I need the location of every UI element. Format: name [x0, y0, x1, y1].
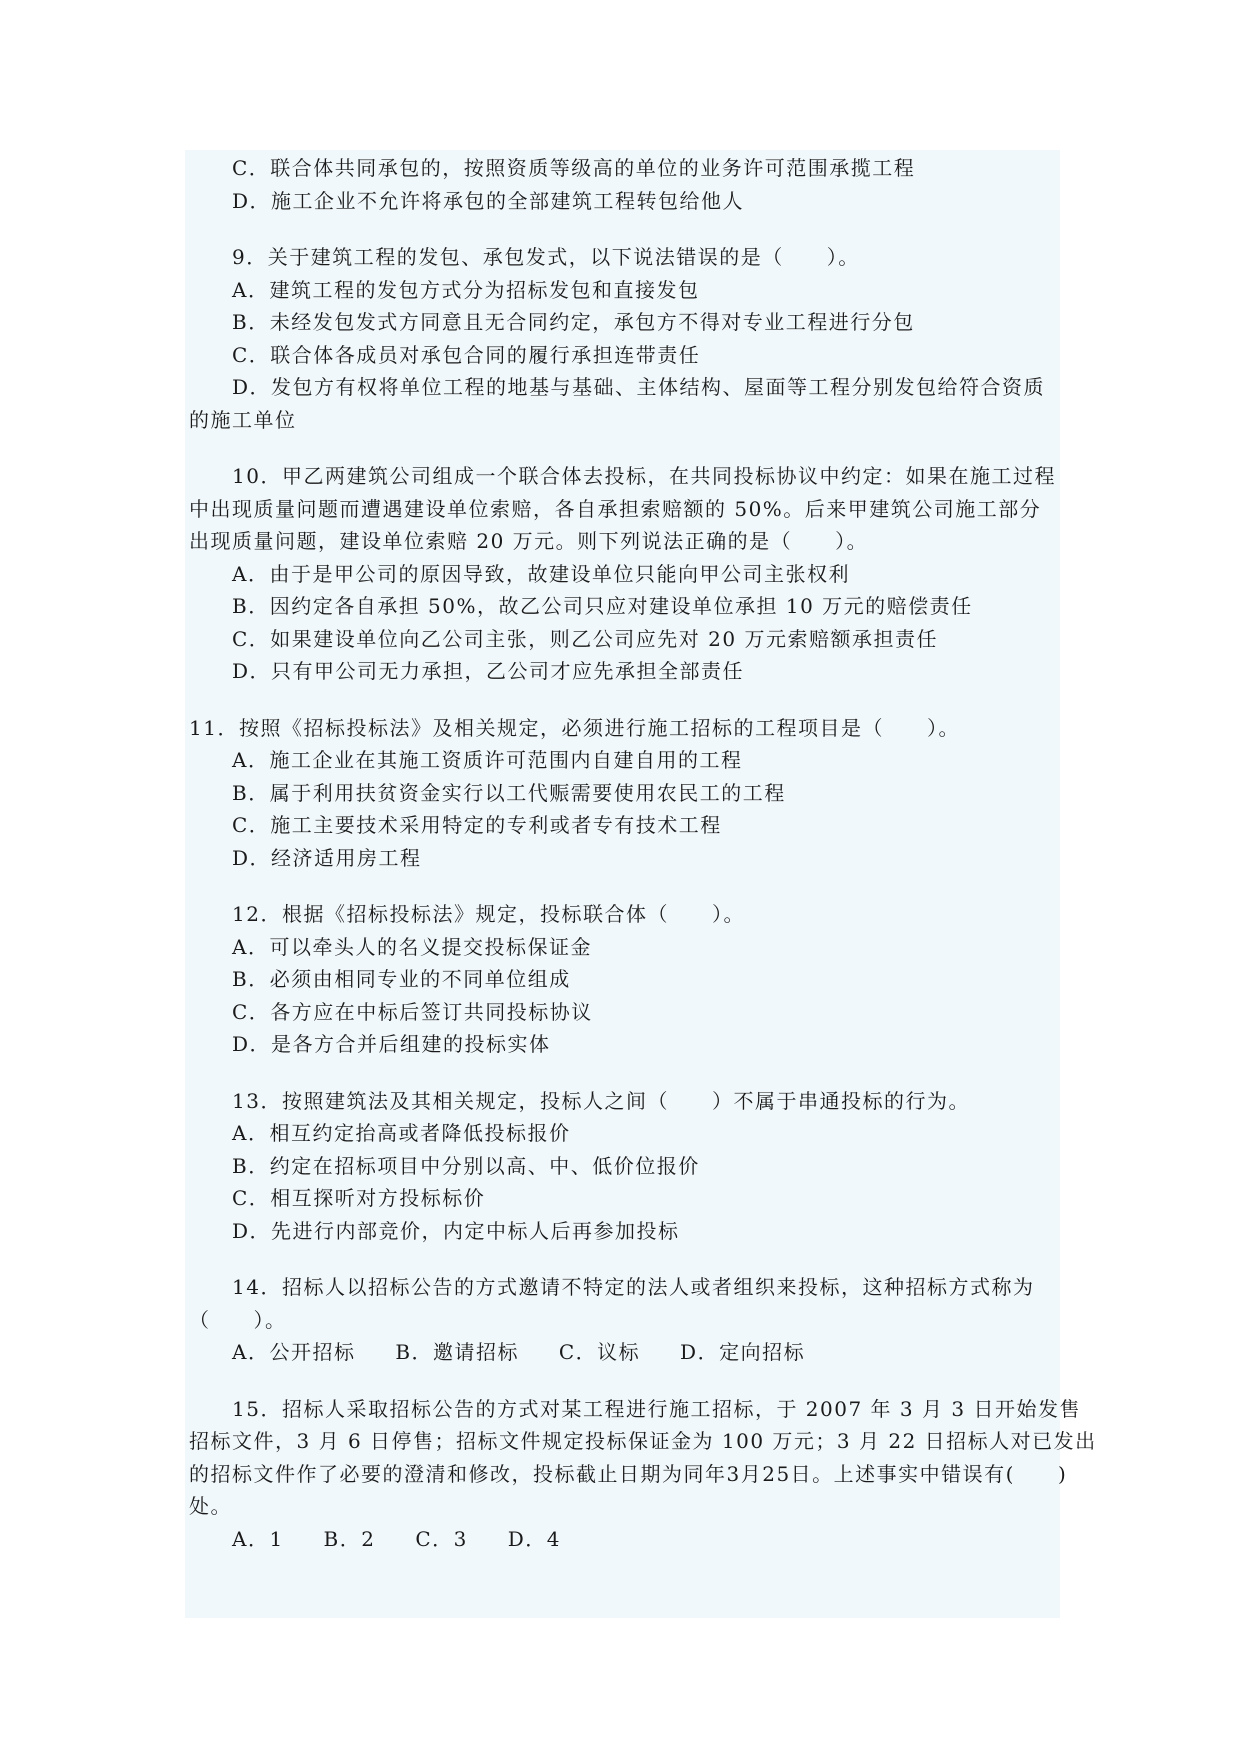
q15-stem-line4: 处。 [189, 1494, 232, 1518]
q15-stem: 15．招标人采取招标公告的方式对某工程进行施工招标，于 2007 年 3 月 3 日开始发售 [232, 1396, 1081, 1421]
q9-option-d: D．发包方有权将单位工程的地基与基础、主体结构、屋面等工程分别发包给符合资质 [232, 375, 1046, 399]
spacer [189, 874, 1053, 898]
q9-option-b: B．未经发包发式方同意且无合同约定，承包方不得对专业工程进行分包 [232, 310, 915, 334]
q13-option-b: B．约定在招标项目中分别以高、中、低价位报价 [232, 1153, 700, 1178]
q8-option-c: C．联合体共同承包的，按照资质等级高的单位的业务许可范围承揽工程 [232, 156, 916, 180]
q14-option-c: C．议标 [558, 1340, 641, 1364]
q15-stem-line3: 的招标文件作了必要的澄清和修改，投标截止日期为同年3月25日。上述事实中错误有( ) [189, 1461, 1068, 1486]
q10-stem-line2: 中出现质量问题而遭遇建设单位索赔，各自承担索赔额的 50%。后来甲建筑公司施工部分 [189, 496, 1042, 521]
q11-option-c: C．施工主要技术采用特定的专利或者专有技术工程 [232, 813, 722, 837]
q11-option-d: D．经济适用房工程 [232, 845, 422, 870]
q10-option-c: C．如果建设单位向乙公司主张，则乙公司应先对 20 万元索赔额承担责任 [232, 626, 938, 651]
q10-option-b: B．因约定各自承担 50%，故乙公司只应对建设单位承担 10 万元的赔偿责任 [232, 594, 973, 618]
question-document [189, 152, 1097, 1555]
q11-option-a: A．施工企业在其施工资质许可范围内自建自用的工程 [232, 748, 743, 772]
q12-option-c: C．各方应在中标后签订共同投标协议 [232, 999, 593, 1024]
q9-option-c: C．联合体各成员对承包合同的履行承担连带责任 [232, 342, 701, 367]
q9-stem: 9．关于建筑工程的发包、承包发式，以下说法错误的是（ ）。 [232, 245, 860, 269]
q14-stem-line2: （ ）。 [189, 1307, 287, 1332]
q15-option-d: D．4 [507, 1526, 561, 1551]
q14-option-a: A．公开招标 [232, 1340, 356, 1364]
q14-stem: 14．招标人以招标公告的方式邀请不特定的法人或者组织来投标，这种招标方式称为 [232, 1275, 1035, 1299]
q15-option-a: A．1 [232, 1526, 284, 1551]
q13-option-d: D．先进行内部竞价，内定中标人后再参加投标 [232, 1218, 680, 1243]
spacer [189, 436, 1053, 460]
q9-option-a: A．建筑工程的发包方式分为招标发包和直接发包 [232, 277, 700, 302]
q13-option-a: A．相互约定抬高或者降低投标报价 [232, 1121, 571, 1145]
spacer [189, 1061, 1053, 1085]
q11-option-b: B．属于利用扶贫资金实行以工代赈需要使用农民工的工程 [232, 780, 786, 805]
q12-option-a: A．可以牵头人的名义提交投标保证金 [232, 934, 592, 959]
q15-options [189, 1523, 1053, 1556]
q10-stem-line3: 出现质量问题，建设单位索赔 20 万元。则下列说法正确的是（ ）。 [189, 529, 869, 553]
q9-option-d-continued: 的施工单位 [189, 407, 297, 432]
q10-stem: 10．甲乙两建筑公司组成一个联合体去投标，在共同投标协议中约定：如果在施工过程 [232, 464, 1056, 488]
q11-stem: 11．按照《招标投标法》及相关规定，必须进行施工招标的工程项目是（ ）。 [189, 715, 960, 740]
q14-option-b: B．邀请招标 [395, 1340, 520, 1364]
spacer [189, 217, 1053, 241]
q10-option-d: D．只有甲公司无力承担，乙公司才应先承担全部责任 [232, 659, 745, 683]
q10-option-a: A．由于是甲公司的原因导致，故建设单位只能向甲公司主张权利 [232, 561, 850, 586]
q14-option-d: D．定向招标 [680, 1340, 806, 1364]
spacer [189, 1369, 1053, 1393]
q12-option-b: B．必须由相同专业的不同单位组成 [232, 967, 571, 991]
q12-stem: 12．根据《招标投标法》规定，投标联合体（ ）。 [232, 902, 745, 926]
q8-option-d: D．施工企业不允许将承包的全部建筑工程转包给他人 [232, 188, 745, 213]
q15-option-b: B．2 [323, 1526, 376, 1551]
q13-option-c: C．相互探听对方投标标价 [232, 1186, 486, 1210]
spacer [189, 1247, 1053, 1271]
q14-options [189, 1336, 1053, 1369]
q15-stem-line2: 招标文件，3 月 6 日停售；招标文件规定投标保证金为 100 万元；3 月 22 日招标人对已发出 [189, 1429, 1097, 1453]
q12-option-d: D．是各方合并后组建的投标实体 [232, 1032, 551, 1056]
q15-option-c: C．3 [415, 1526, 468, 1551]
spacer [189, 688, 1053, 712]
q13-stem: 13．按照建筑法及其相关规定，投标人之间（ ）不属于串通投标的行为。 [232, 1088, 970, 1113]
